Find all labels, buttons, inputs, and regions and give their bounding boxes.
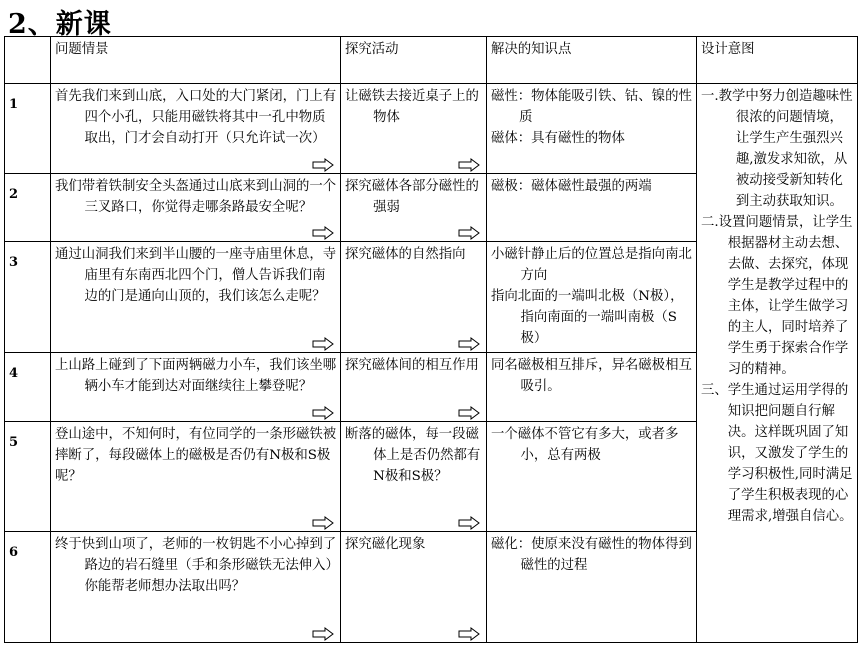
header-cell-design: 设计意图 [697,37,858,84]
design-intent-cell [697,84,858,643]
row-number: 1 [5,84,51,174]
header-cell-activity: 探究活动 [341,37,487,84]
knowledge-text: 一个磁体不管它有多大，或者多小，总有两极 [491,427,679,463]
right-arrow-icon [458,516,480,530]
section-title: 2、新课 [8,9,112,40]
right-arrow-icon [458,627,480,641]
scene-cell [51,84,341,174]
scene-cell [51,422,341,532]
activity-cell [341,422,487,532]
scene-text: 首先我们来到山底，入口处的大门紧闭，门上有四个小孔，只能用磁铁将其中一孔中物质取出，门才会自动打开（只允许试一次） [55,89,337,146]
scene-cell [51,353,341,422]
right-arrow-icon [312,516,334,530]
right-arrow-icon [312,406,334,420]
activity-text: 探究磁体间的相互作用 [345,358,479,373]
knowledge-text: 磁极：磁体磁性最强的两端 [491,179,652,194]
scene-text: 登山途中，不知何时，有位同学的一条形磁铁被摔断了，每段磁体上的磁极是否仍有N极和S极呢？ [55,427,337,484]
right-arrow-icon [312,226,334,240]
header-cell-scene: 问题情景 [51,37,341,84]
activity-text: 探究磁体的自然指向 [345,247,466,262]
knowledge-text: 磁性：物体能吸引铁、钴、镍的性质 [491,89,692,125]
knowledge-text: 指向北面的一端叫北极（N极），指向南面的一端叫南极（S极） [491,289,684,346]
activity-cell [341,353,487,422]
knowledge-cell [487,353,697,422]
row-number: 3 [5,242,51,353]
knowledge-text: 小磁针静止后的位置总是指向南北方向 [491,247,692,283]
activity-cell [341,84,487,174]
table-row [5,84,858,174]
right-arrow-icon [458,406,480,420]
knowledge-text: 磁体：具有磁性的物体 [491,131,625,146]
knowledge-text: 同名磁极相互排斥，异名磁极相互吸引。 [491,358,692,394]
activity-text: 探究磁体各部分磁性的强弱 [345,179,479,215]
header-cell-knowledge: 解决的知识点 [487,37,697,84]
scene-cell [51,532,341,643]
knowledge-cell [487,422,697,532]
activity-cell [341,242,487,353]
scene-text: 上山路上碰到了下面两辆磁力小车，我们该坐哪辆小车才能到达对面继续往上攀登呢？ [55,358,337,394]
right-arrow-icon [312,158,334,172]
right-arrow-icon [458,226,480,240]
right-arrow-icon [312,627,334,641]
scene-cell [51,242,341,353]
knowledge-cell [487,242,697,353]
row-number: 4 [5,353,51,422]
row-number: 2 [5,174,51,242]
activity-text: 让磁铁去接近桌子上的物体 [345,89,479,125]
header-row [5,37,858,84]
knowledge-cell [487,174,697,242]
right-arrow-icon [312,337,334,351]
knowledge-cell [487,84,697,174]
scene-text: 我们带着铁制安全头盔通过山底来到山洞的一个三叉路口，你觉得走哪条路最安全呢？ [55,179,337,215]
scene-cell [51,174,341,242]
design-point: 三、学生通过运用学得的知识把问题自行解决。这样既巩固了知识，又激发了学生的学习积极性,同时满足了学生积极表现的心理需求,增强自信心。 [701,383,853,524]
knowledge-text: 磁化：使原来没有磁性的物体得到磁性的过程 [491,537,692,573]
header-cell-num [5,37,51,84]
design-point: 一.教学中努力创造趣味性很浓的问题情境，让学生产生强烈兴趣,激发求知欲，从被动接受新知转化到主动获取知识。 [701,89,853,209]
knowledge-cell [487,532,697,643]
row-number: 5 [5,422,51,532]
activity-cell [341,532,487,643]
activity-cell [341,174,487,242]
right-arrow-icon [458,158,480,172]
row-number: 6 [5,532,51,643]
scene-text: 通过山洞我们来到半山腰的一座寺庙里休息，寺庙里有东南西北四个门，僧人告诉我们南边的门是通向山顶的，我们该怎么走呢？ [55,247,337,304]
activity-text: 探究磁化现象 [345,537,426,552]
design-point: 二.设置问题情景，让学生根据器材主动去想、去做、去探究，体现学生是教学过程中的主体，让学生做学习的主人，同时培养了学生勇于探索合作学习的精神。 [701,215,853,377]
right-arrow-icon [458,337,480,351]
lesson-table [4,36,858,643]
scene-text: 终于快到山项了，老师的一枚钥匙不小心掉到了路边的岩石缝里（手和条形磁铁无法伸入）你能帮老师想办法取出吗？ [55,537,337,594]
activity-text: 断落的磁体，每一段磁体上是否仍然都有N极和S极？ [345,427,481,484]
